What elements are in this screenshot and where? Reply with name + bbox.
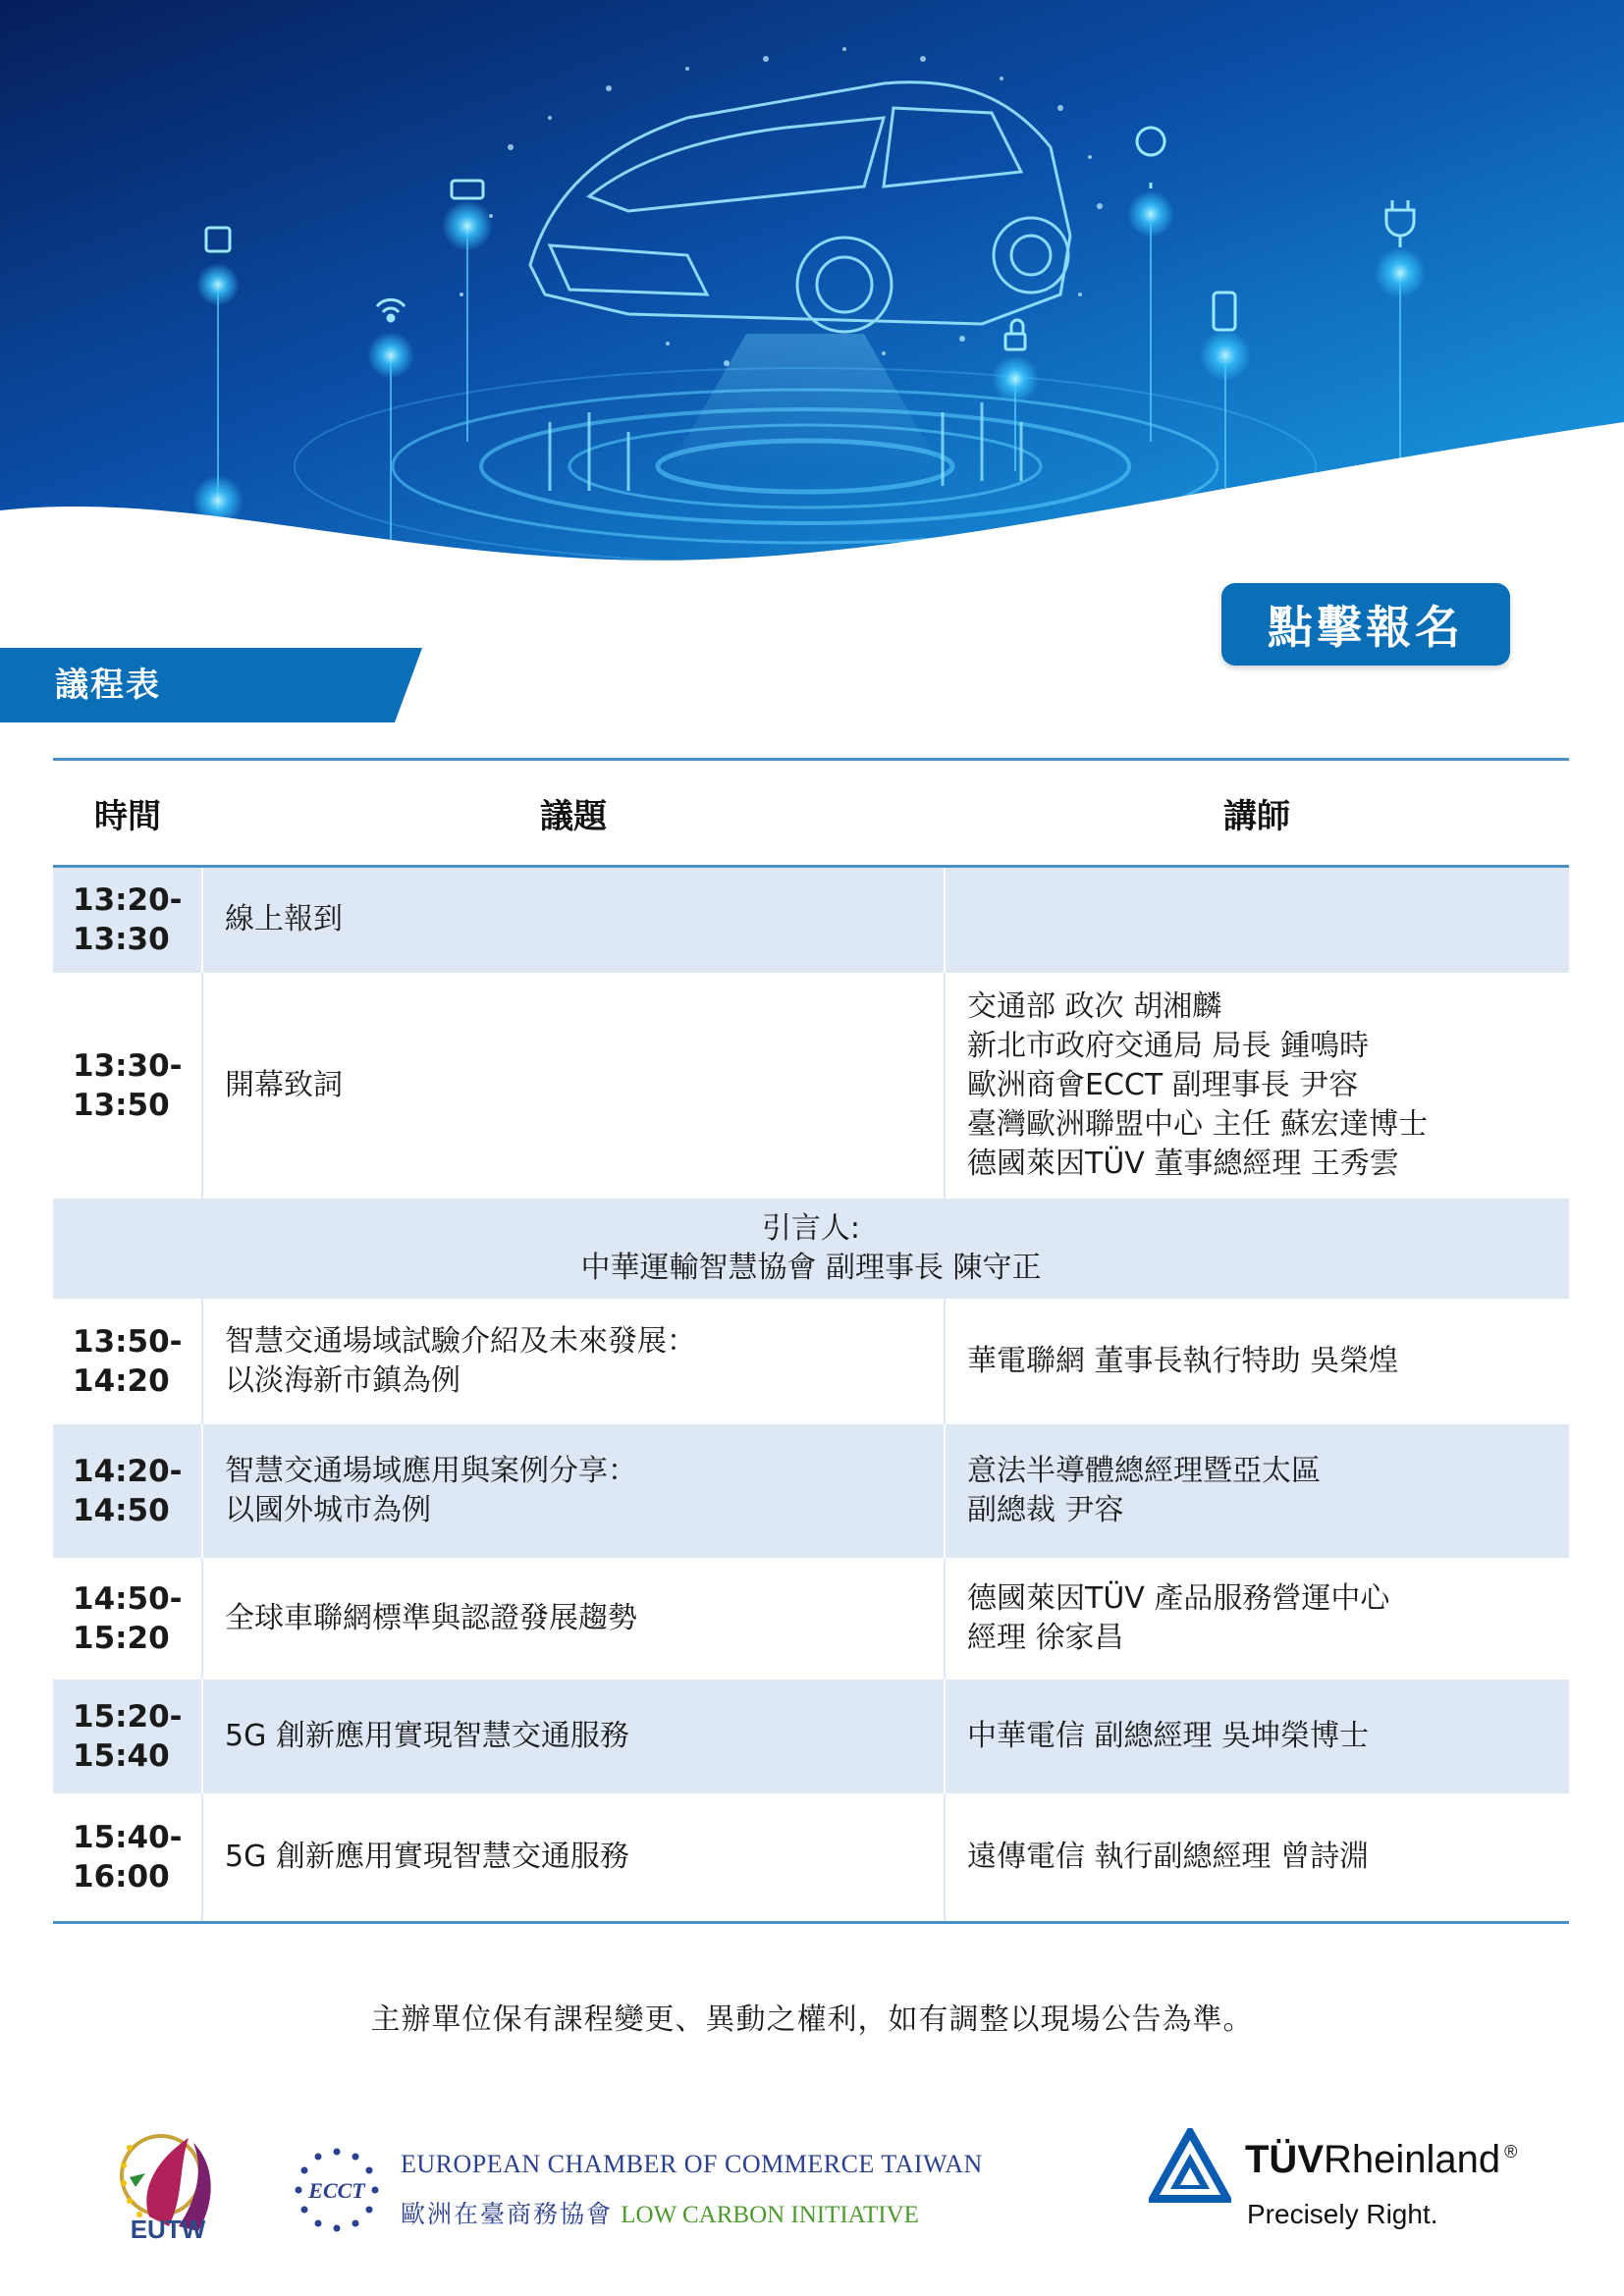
row-speaker: 中華電信 副總經理 吳坤榮博士 <box>945 1680 1569 1793</box>
row-topic: 5G 創新應用實現智慧交通服務 <box>202 1680 945 1793</box>
row-topic: 線上報到 <box>202 867 945 973</box>
tuv-brand-bold: TÜV <box>1245 2138 1324 2181</box>
table-row <box>53 1680 1569 1793</box>
row-speaker: 意法半導體總經理暨亞太區 副總裁 尹容 <box>945 1424 1569 1558</box>
row-time: 13:50- 14:20 <box>53 1299 202 1424</box>
table-row <box>53 1424 1569 1558</box>
table-row <box>53 1299 1569 1424</box>
row-time: 15:40- 16:00 <box>53 1793 202 1923</box>
moderator-row <box>53 1199 1569 1299</box>
agenda-table <box>53 758 1569 1924</box>
register-button[interactable]: 點擊報名 <box>1221 583 1510 666</box>
row-topic: 開幕致詞 <box>202 973 945 1199</box>
row-time: 13:20- 13:30 <box>53 867 202 973</box>
row-topic: 智慧交通場域試驗介紹及未來發展： 以淡海新市鎮為例 <box>202 1299 945 1424</box>
row-speaker: 遠傳電信 執行副總經理 曾詩淵 <box>945 1793 1569 1923</box>
row-speaker: 交通部 政次 胡湘麟 新北市政府交通局 局長 鍾鳴時 歐洲商會ECCT 副理事長 尹容 臺灣歐洲聯盟中心 主任 蘇宏達博士 德國萊因TÜV 董事總經理 王秀雲 <box>945 973 1569 1199</box>
hero-illustration <box>0 0 1624 579</box>
tuv-tagline: Precisely Right. <box>1247 2199 1438 2229</box>
tuv-wordmark <box>1245 2138 1517 2182</box>
row-time: 14:50- 15:20 <box>53 1558 202 1680</box>
moderator-label: 引言人: <box>761 1210 861 1246</box>
row-time: 15:20- 15:40 <box>53 1680 202 1793</box>
tuv-brand-rest: Rheinland <box>1324 2138 1501 2181</box>
section-title: 議程表 <box>55 666 161 705</box>
tuv-triangle-icon <box>1149 2128 1231 2203</box>
row-time: 13:30- 13:50 <box>53 973 202 1199</box>
ecct-mark-text: ECCT <box>308 2178 365 2203</box>
header-speaker: 講師 <box>945 760 1569 867</box>
table-row <box>53 1793 1569 1923</box>
disclaimer-note: 主辦單位保有課程變更、異動之權利，如有調整以現場公告為準。 <box>370 2002 1254 2037</box>
table-row <box>53 973 1569 1199</box>
row-speaker: 德國萊因TÜV 產品服務營運中心 經理 徐家昌 <box>945 1558 1569 1680</box>
header-topic: 議題 <box>202 760 945 867</box>
ecct-name-chinese <box>401 2195 919 2230</box>
ecct-initiative: LOW CARBON INITIATIVE <box>621 2202 919 2228</box>
moderator-cell <box>53 1199 1569 1299</box>
agenda-section-tab <box>0 648 422 722</box>
row-topic: 全球車聯網標準與認證發展趨勢 <box>202 1558 945 1680</box>
header-time: 時間 <box>53 760 202 867</box>
hero-banner <box>0 0 1624 579</box>
row-topic: 5G 創新應用實現智慧交通服務 <box>202 1793 945 1923</box>
row-time: 14:20- 14:50 <box>53 1424 202 1558</box>
ecct-logo-icon <box>293 2146 381 2234</box>
ecct-zh: 歐洲在臺商務協會 <box>401 2202 614 2228</box>
tuv-registered-mark: ® <box>1504 2142 1518 2162</box>
table-row <box>53 867 1569 973</box>
moderator-name: 中華運輸智慧協會 副理事長 陳守正 <box>580 1250 1042 1285</box>
row-speaker <box>945 867 1569 973</box>
table-header-row <box>53 760 1569 867</box>
ecct-name-english: EUROPEAN CHAMBER OF COMMERCE TAIWAN <box>401 2150 983 2178</box>
row-topic: 智慧交通場域應用與案例分享： 以國外城市為例 <box>202 1424 945 1558</box>
row-speaker: 華電聯網 董事長執行特助 吳榮煌 <box>945 1299 1569 1424</box>
table-row <box>53 1558 1569 1680</box>
eutw-wordmark: EUTW <box>130 2215 206 2244</box>
